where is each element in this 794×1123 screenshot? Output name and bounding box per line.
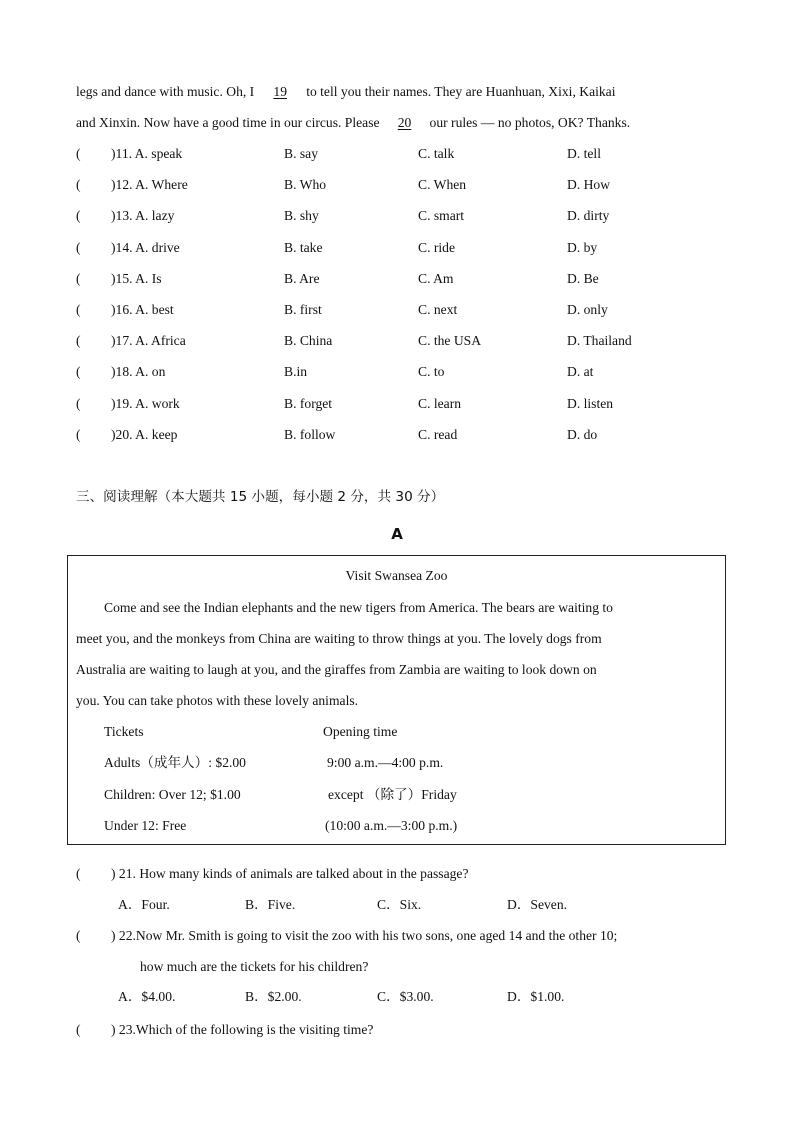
notice-title: Visit Swansea Zoo	[345, 568, 448, 583]
under12-price: Under 12: Free	[104, 818, 187, 833]
cloze-option-c: C. the USA	[418, 333, 482, 348]
friday-hours: (10:00 a.m.—3:00 p.m.)	[325, 818, 458, 833]
cloze-option-d: D. How	[567, 177, 611, 192]
cloze-paren: (	[76, 427, 81, 442]
cloze-option-b: B. follow	[284, 427, 336, 442]
cloze-option-a: )15. A. Is	[111, 271, 162, 286]
cloze-option-b: B.in	[284, 364, 308, 379]
cloze-option-d: D. at	[567, 364, 594, 379]
cloze-option-c: C. learn	[418, 396, 462, 411]
notice-line-4: you. You can take photos with these lovely animals.	[76, 693, 359, 708]
cloze-option-d: D. tell	[567, 146, 601, 161]
notice-line-3: Australia are waiting to laugh at you, and the giraffes from Zambia are waiting to look down on	[76, 662, 597, 677]
opening-hours: 9:00 a.m.—4:00 p.m.	[327, 755, 444, 770]
cloze-option-a: )11. A. speak	[111, 146, 183, 161]
q21-stem: ) 21. How many kinds of animals are talked about in the passage?	[111, 866, 469, 881]
cloze-paren: (	[76, 302, 81, 317]
tickets-label: Tickets	[104, 724, 144, 739]
passage-text: legs and dance with music. Oh, I 19 to tell you their names. They are Huanhuan, Xixi, Kaikai	[76, 84, 616, 99]
cloze-option-c: C. Am	[418, 271, 454, 286]
q22-stem-2: how much are the tickets for his children?	[140, 959, 369, 974]
cloze-option-d: D. Be	[567, 271, 599, 286]
cloze-option-c: C. smart	[418, 208, 465, 223]
q22-stem: ) 22.Now Mr. Smith is going to visit the zoo with his two sons, one aged 14 and the other 10;	[111, 928, 618, 943]
q22-option-d: D．$1.00.	[507, 989, 565, 1004]
opening-label: Opening time	[323, 724, 398, 739]
q22-paren: (	[76, 928, 81, 943]
blank-20: 20	[397, 115, 412, 130]
cloze-option-b: B. Who	[284, 177, 327, 192]
cloze-paren: (	[76, 364, 81, 379]
cloze-paren: (	[76, 333, 81, 348]
q21-option-a: A．Four.	[118, 897, 170, 912]
cloze-option-d: D. by	[567, 240, 598, 255]
section-heading: 三、阅读理解（本大题共 15 小题，每小题 2 分，共 30 分）	[76, 489, 445, 505]
cloze-option-c: C. read	[418, 427, 458, 442]
notice-line-2: meet you, and the monkeys from China are waiting to throw things at you. The lovely dogs from	[76, 631, 602, 646]
q22-option-b: B．$2.00.	[245, 989, 302, 1004]
q21-option-c: C．Six.	[377, 897, 422, 912]
blank-19: 19	[273, 84, 287, 99]
cloze-option-b: B. forget	[284, 396, 333, 411]
cloze-option-c: C. talk	[418, 146, 455, 161]
cloze-option-a: )17. A. Africa	[111, 333, 186, 348]
cloze-option-a: )16. A. best	[111, 302, 174, 317]
cloze-option-b: B. Are	[284, 271, 320, 286]
cloze-option-b: B. say	[284, 146, 318, 161]
cloze-option-c: C. to	[418, 364, 445, 379]
q23-stem: ) 23.Which of the following is the visiting time?	[111, 1022, 374, 1037]
q22-option-c: C．$3.00.	[377, 989, 434, 1004]
cloze-option-d: D. Thailand	[567, 333, 632, 348]
q22-option-a: A．$4.00.	[118, 989, 176, 1004]
cloze-option-b: B. shy	[284, 208, 319, 223]
cloze-option-d: D. only	[567, 302, 608, 317]
cloze-option-d: D. listen	[567, 396, 614, 411]
cloze-option-a: )14. A. drive	[111, 240, 180, 255]
cloze-option-a: )13. A. lazy	[111, 208, 175, 223]
cloze-option-a: )19. A. work	[111, 396, 180, 411]
except-friday: except （除了）Friday	[328, 787, 457, 802]
cloze-paren: (	[76, 396, 81, 411]
cloze-option-a: )20. A. keep	[111, 427, 178, 442]
cloze-option-c: C. When	[418, 177, 467, 192]
cloze-option-b: B. take	[284, 240, 323, 255]
part-label: A	[391, 525, 403, 543]
cloze-paren: (	[76, 146, 81, 161]
q23-paren: (	[76, 1022, 81, 1037]
cloze-option-d: D. dirty	[567, 208, 610, 223]
notice-line-1: Come and see the Indian elephants and the new tigers from America. The bears are waiting to	[104, 600, 613, 615]
q21-option-d: D．Seven.	[507, 897, 568, 912]
adult-price: Adults（成年人）: $2.00	[104, 755, 246, 770]
children-price: Children: Over 12; $1.00	[104, 787, 241, 802]
q21-paren: (	[76, 866, 81, 881]
q21-option-b: B．Five.	[245, 897, 296, 912]
cloze-paren: (	[76, 208, 81, 223]
cloze-option-a: )12. A. Where	[111, 177, 188, 192]
cloze-option-d: D. do	[567, 427, 598, 442]
passage-line-1	[76, 83, 716, 101]
cloze-option-b: B. China	[284, 333, 333, 348]
cloze-option-b: B. first	[284, 302, 322, 317]
cloze-paren: (	[76, 240, 81, 255]
cloze-option-c: C. ride	[418, 240, 455, 255]
cloze-option-c: C. next	[418, 302, 458, 317]
cloze-paren: (	[76, 271, 81, 286]
passage-line-2: and Xinxin. Now have a good time in our circus. Please 20 our rules — no photos, OK? Thanks.	[76, 115, 631, 130]
cloze-option-a: )18. A. on	[111, 364, 166, 379]
cloze-paren: (	[76, 177, 81, 192]
